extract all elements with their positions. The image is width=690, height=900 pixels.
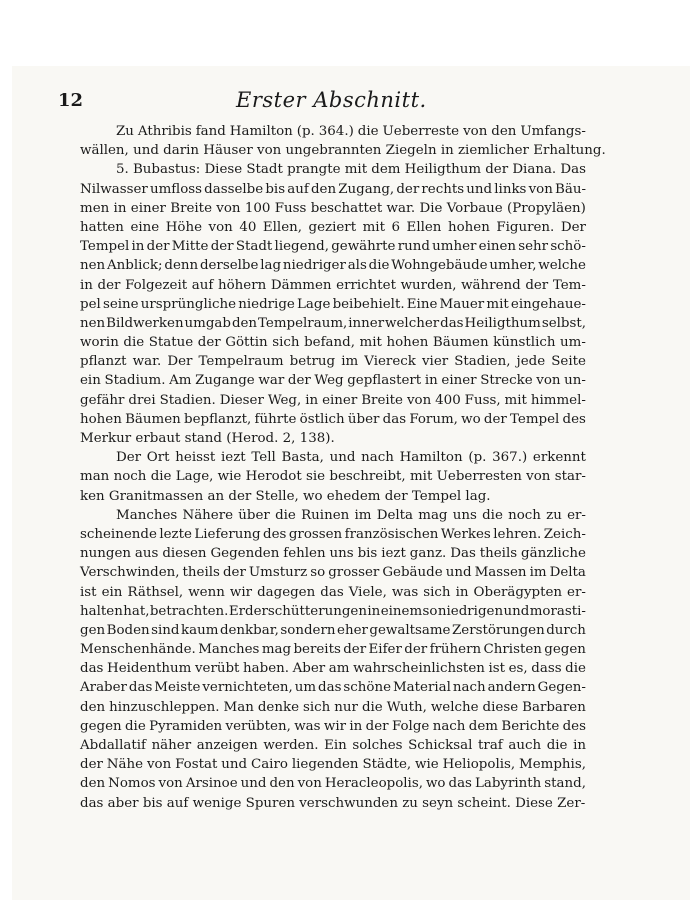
text-line: Araber das Meiste vernichteten, um das schöne Material nach andern Gegen-	[80, 680, 586, 696]
running-head: Erster Abschnitt.	[236, 88, 427, 112]
page-number: 12	[58, 90, 84, 111]
text-line: gen Boden sind kaum denkbar, sondern eher gewaltsame Zerstörungen durch	[80, 622, 586, 638]
text-line: Nilwasser umfloss dasselbe bis auf den Zugang, der rechts und links von Bäu-	[80, 181, 586, 197]
text-line: gefähr drei Stadien. Dieser Weg, in einer Breite von 400 Fuss, mit himmel-	[80, 392, 586, 408]
text-line: Der Ort heisst iezt Tell Basta, und nach Hamilton (p. 367.) erkennt	[116, 450, 586, 466]
text-line: gegen die Pyramiden verübten, was wir in der Folge nach dem Berichte des	[80, 718, 586, 734]
text-line: Merkur erbaut stand (Herod. 2, 138).	[80, 431, 335, 446]
text-line: das Heidenthum verübt haben. Aber am wahrscheinlichsten ist es, dass die	[80, 661, 586, 677]
text-line: nen Bildwerken umgab den Tempelraum, inner welcher das Heiligthum selbst,	[80, 315, 586, 331]
text-line: men in einer Breite von 100 Fuss beschattet war. Die Vorbaue (Propyläen)	[80, 200, 586, 216]
text-line: nen Anblick; denn derselbe lag niedriger als die Wohngebäude umher, welche	[80, 258, 586, 274]
text-line: pel seine ursprüngliche niedrige Lage beibehielt. Eine Mauer mit eingehaue-	[80, 296, 586, 312]
text-line: 5. Bubastus: Diese Stadt prangte mit dem Heiligthum der Diana. Das	[116, 162, 586, 178]
text-line: worin die Statue der Göttin sich befand, mit hohen Bäumen künstlich um-	[80, 335, 586, 351]
text-line: scheinende lezte Lieferung des grossen französischen Werkes lehren. Zeich-	[80, 526, 586, 542]
text-line: den Nomos von Arsinoe und den von Heracleopolis, wo das Labyrinth stand,	[80, 776, 586, 792]
page-header	[58, 90, 598, 116]
body-text	[80, 122, 606, 813]
text-line: pflanzt war. Der Tempelraum betrug im Viereck vier Stadien, jede Seite	[80, 354, 586, 370]
text-line: Abdallatif näher anzeigen werden. Ein solches Schicksal traf auch die in	[80, 738, 586, 753]
text-line: das aber bis auf wenige Spuren verschwunden zu seyn scheint. Diese Zer-	[80, 795, 586, 811]
text-line: Zu Athribis fand Hamilton (p. 364.) die Ueberreste von den Umfangs-	[116, 124, 586, 139]
text-line: ein Stadium. Am Zugange war der Weg gepflastert in einer Strecke von un-	[80, 373, 586, 389]
text-line: Verschwinden, theils der Umsturz so grosser Gebäude und Massen im Delta	[80, 565, 586, 581]
text-line: Manches Nähere über die Ruinen im Delta mag uns die noch zu er-	[116, 507, 586, 523]
text-line: wällen, und darin Häuser von ungebrannten Ziegeln in ziemlicher Erhaltung.	[80, 143, 606, 159]
text-line: man noch die Lage, wie Herodot sie beschreibt, mit Ueberresten von star-	[80, 469, 586, 485]
text-line: ist ein Räthsel, wenn wir dagegen das Viele, was sich in Oberägypten er-	[80, 584, 586, 600]
text-line: ken Granitmassen an der Stelle, wo ehedem der Tempel lag.	[80, 488, 491, 504]
text-line: in der Folgezeit auf höhern Dämmen errichtet wurden, während der Tem-	[80, 277, 586, 293]
text-line: hohen Bäumen bepflanzt, führte östlich über das Forum, wo der Tempel des	[80, 411, 586, 427]
text-line: den hinzuschleppen. Man denke sich nur die Wuth, welche diese Barbaren	[80, 699, 586, 715]
text-line: Menschenhände. Manches mag bereits der Eifer der frühern Christen gegen	[80, 642, 586, 658]
text-line: nungen aus diesen Gegenden fehlen uns bis iezt ganz. Das theils gänzliche	[80, 546, 586, 562]
text-line: Tempel in der Mitte der Stadt liegend, gewährte rund umher einen sehr schö-	[80, 239, 586, 255]
text-line: der Nähe von Fostat und Cairo liegenden Städte, wie Heliopolis, Memphis,	[80, 757, 586, 773]
text-line: halten hat, betrachten. Erderschütterungen in einem so niedrigen und morasti-	[80, 603, 586, 619]
text-line: hatten eine Höhe von 40 Ellen, geziert mit 6 Ellen hohen Figuren. Der	[80, 219, 586, 235]
